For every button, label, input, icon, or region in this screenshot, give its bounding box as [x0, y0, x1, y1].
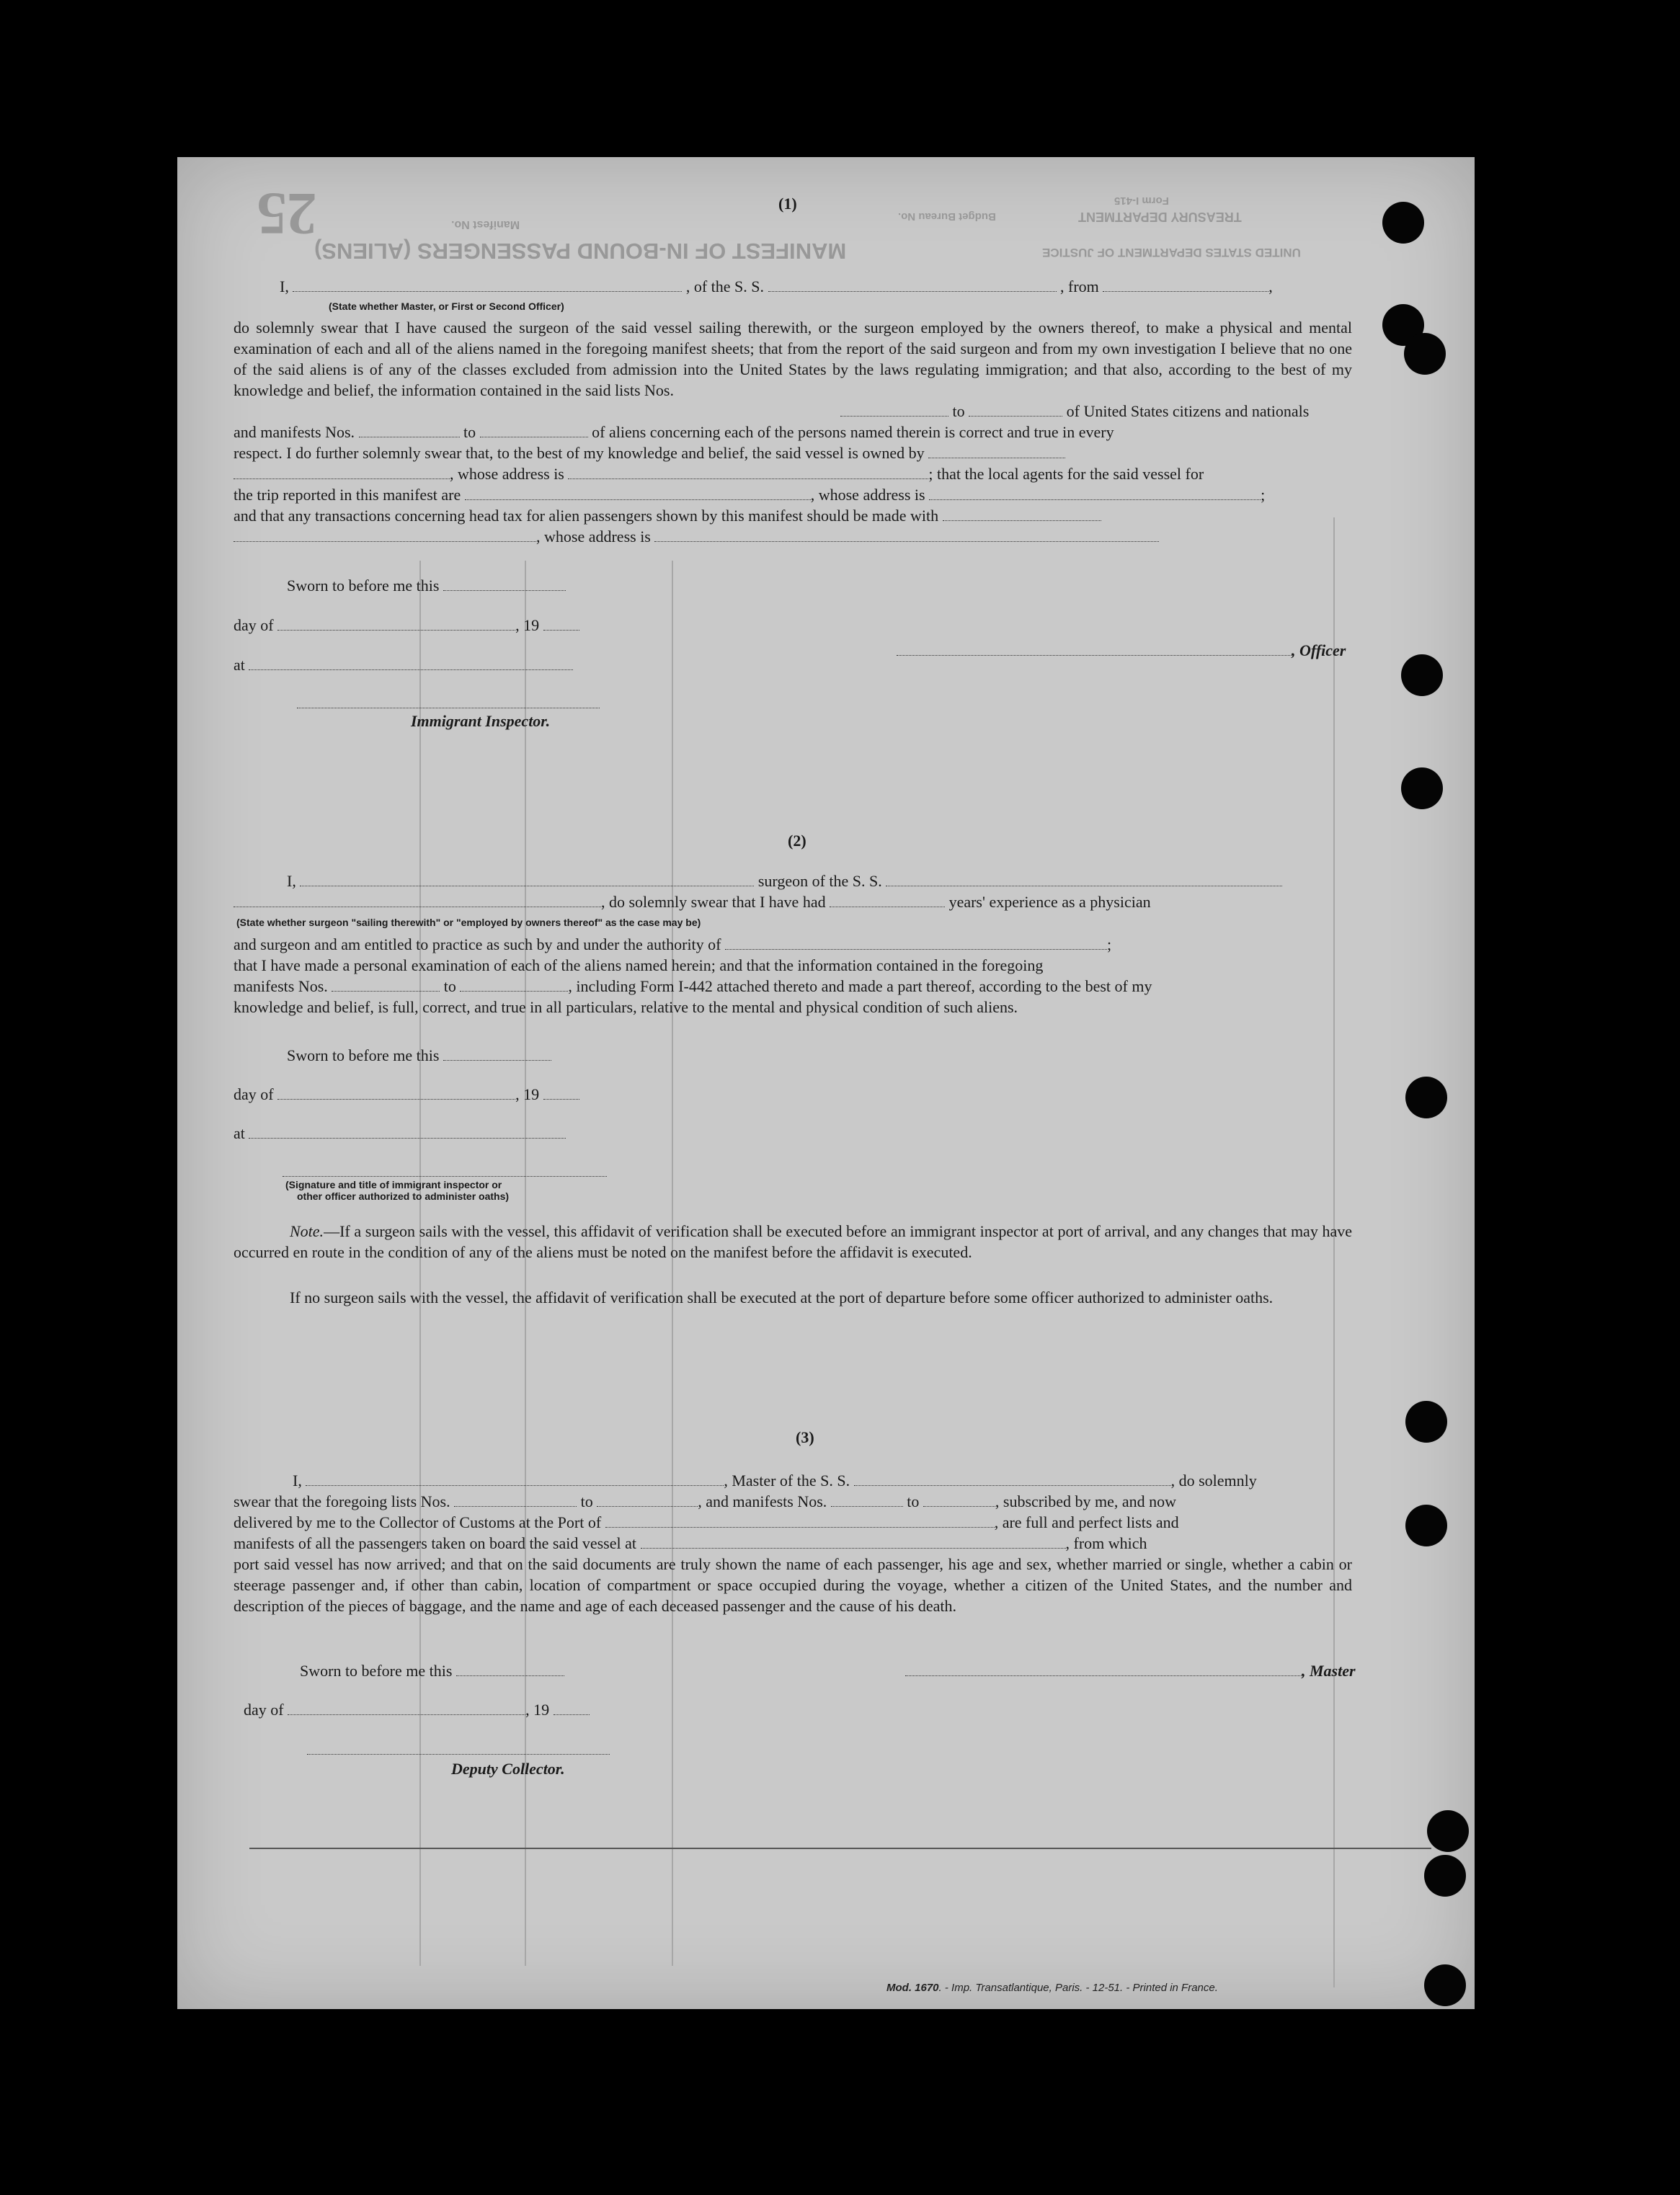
- s1-year-field[interactable]: [543, 617, 579, 631]
- s1-month-field[interactable]: [277, 617, 515, 631]
- agents-address-field[interactable]: [929, 486, 1261, 500]
- s2-sworn-day-field[interactable]: [443, 1047, 551, 1061]
- deputy-collector-signature-line[interactable]: [307, 1754, 610, 1755]
- bleed-through-column: [419, 561, 421, 1966]
- s2-authority-line: and surgeon and am entitled to practice as such by and under the authority of ;: [234, 935, 1112, 953]
- s2-place-field[interactable]: [249, 1125, 566, 1139]
- head-tax-address-field[interactable]: [654, 528, 1159, 542]
- mirror-manifest-no: Manifest No.: [451, 218, 520, 231]
- boarding-port-field[interactable]: [641, 1535, 1066, 1549]
- mirror-agency-1: UNITED STATES DEPARTMENT OF JUSTICE: [1042, 246, 1301, 259]
- officer-rank-field[interactable]: [293, 278, 682, 292]
- bleed-through-column: [525, 561, 526, 1966]
- s1-whose-line: , whose address is ; that the local agents for the said vessel for: [234, 463, 1204, 484]
- s2-note-2: If no surgeon sails with the vessel, the affidavit of verification shall be executed at the port of departure before some officer authorized to administer oaths.: [290, 1288, 1274, 1306]
- manifest-form-page: [177, 157, 1475, 2009]
- s3-lists-from-field[interactable]: [454, 1493, 577, 1507]
- punch-hole: [1424, 1855, 1466, 1897]
- handwritten-number: 25: [257, 180, 317, 247]
- s3-manifests-line: manifests of all the passengers taken on board the said vessel at , from which: [234, 1534, 1147, 1552]
- s3-lists-line: swear that the foregoing lists Nos. to , and manifests Nos. to , subscribed by me, and now: [234, 1492, 1177, 1510]
- s2-surgeon-name-field[interactable]: [234, 894, 601, 907]
- punch-hole: [1404, 333, 1446, 375]
- s2-ship-field[interactable]: [886, 873, 1282, 886]
- s1-line-i: I, , of the S. S. , from ,: [280, 277, 1273, 295]
- s3-manifests-to-field[interactable]: [923, 1493, 995, 1507]
- s3-master-name-field[interactable]: [306, 1472, 724, 1486]
- s3-day-of: day of , 19: [244, 1699, 590, 1720]
- s1-at: at: [234, 654, 573, 675]
- s2-at: at: [234, 1123, 566, 1144]
- mirror-title: MANIFEST OF IN-BOUND PASSENGERS (ALIENS): [314, 239, 847, 264]
- manifests-to-field[interactable]: [480, 424, 588, 437]
- owner-name-field[interactable]: [234, 466, 450, 479]
- s1-officer: , Officer: [897, 640, 1346, 661]
- s2-body-b: manifests Nos. to , including Form I-442 attached thereto and made a part thereof, according to the best of my: [234, 977, 1152, 995]
- local-agents-field[interactable]: [465, 486, 811, 500]
- practice-authority-field[interactable]: [725, 936, 1107, 950]
- head-tax-name-field[interactable]: [234, 528, 536, 542]
- s3-deputy-collector: Deputy Collector.: [451, 1760, 565, 1778]
- s2-day-of: day of , 19: [234, 1084, 579, 1105]
- officer-signature-field[interactable]: [897, 642, 1292, 656]
- mirror-form-number: Form I-415: [1114, 195, 1169, 207]
- s3-sworn-day-field[interactable]: [456, 1662, 564, 1676]
- s3-line-i: I, , Master of the S. S. , do solemnly: [293, 1472, 1257, 1490]
- punch-hole: [1405, 1401, 1447, 1443]
- punch-hole: [1382, 202, 1424, 244]
- punch-hole: [1427, 1810, 1469, 1852]
- section-1-number: (1): [778, 195, 797, 213]
- vessel-owner-field[interactable]: [928, 445, 1065, 458]
- s3-ship-field[interactable]: [854, 1472, 1171, 1486]
- s1-manifests-line: and manifests Nos. to of aliens concerning each of the persons named therein is correct and true in every: [234, 423, 1114, 441]
- s1-head-tax-line: and that any transactions concerning head tax for alien passengers shown by this manifest should be made with: [234, 505, 1101, 526]
- master-signature-field[interactable]: [905, 1662, 1302, 1676]
- s2-swear-line: , do solemnly swear that I have had years' experience as a physician: [234, 891, 1151, 912]
- punch-hole: [1401, 654, 1443, 696]
- s1-caption: (State whether Master, or First or Second Officer): [329, 300, 564, 312]
- s3-sworn: Sworn to before me this: [300, 1660, 564, 1681]
- s2-surgeon-type-field[interactable]: [300, 873, 754, 886]
- s2-sworn: Sworn to before me this: [287, 1045, 551, 1066]
- s2-body-a: that I have made a personal examination of each of the aliens named herein; and that the information contained in the foregoing: [234, 956, 1044, 974]
- s2-signature-caption-1: (Signature and title of immigrant inspector or: [285, 1179, 502, 1190]
- bleed-through-column: [672, 561, 673, 1966]
- s3-manifests-from-field[interactable]: [831, 1493, 903, 1507]
- s2-signature-caption-2: other officer authorized to administer oaths): [297, 1190, 510, 1202]
- s2-line-i: I, surgeon of the S. S.: [287, 871, 1282, 891]
- years-experience-field[interactable]: [830, 894, 945, 907]
- section-3-number: (3): [796, 1428, 814, 1446]
- s2-signature-line[interactable]: [283, 1176, 607, 1177]
- s1-lists-line: to of United States citizens and nationals: [840, 401, 1309, 422]
- manifests-from-field[interactable]: [359, 424, 460, 437]
- ship-name-field[interactable]: [768, 278, 1057, 292]
- mirror-agency-2: TREASURY DEPARTMENT: [1078, 210, 1242, 224]
- s1-inspector-title: Immigrant Inspector.: [411, 712, 551, 730]
- s2-caption: (State whether surgeon "sailing therewith" or "employed by owners thereof" as the case may be): [236, 917, 701, 928]
- s2-manifests-to-field[interactable]: [460, 978, 568, 992]
- s3-lists-to-field[interactable]: [597, 1493, 698, 1507]
- bottom-rule: [249, 1848, 1431, 1849]
- punch-hole: [1405, 1077, 1447, 1118]
- punch-hole: [1401, 767, 1443, 809]
- s3-year-field[interactable]: [554, 1701, 590, 1715]
- s2-year-field[interactable]: [543, 1086, 579, 1100]
- punch-hole: [1424, 1964, 1466, 2006]
- owner-address-field[interactable]: [568, 466, 928, 479]
- printer-imprint: Mod. 1670. - Imp. Transatlantique, Paris. - 12-51. - Printed in France.: [886, 1982, 1218, 1994]
- section-2-number: (2): [788, 832, 806, 850]
- s1-respect-line: respect. I do further solemnly swear that, to the best of my knowledge and belief, the said vessel is owned by: [234, 442, 1065, 463]
- port-of-arrival-field[interactable]: [605, 1514, 995, 1528]
- s2-manifests-from-field[interactable]: [332, 978, 440, 992]
- mirror-budget: Budget Bureau No.: [898, 210, 996, 223]
- punch-hole: [1405, 1505, 1447, 1546]
- s1-sworn: Sworn to before me this: [287, 575, 566, 596]
- s1-sworn-day-field[interactable]: [443, 577, 566, 591]
- us-lists-from-field[interactable]: [840, 403, 948, 417]
- s1-trip-line: the trip reported in this manifest are , whose address is ;: [234, 486, 1266, 504]
- departure-port-field[interactable]: [1103, 278, 1268, 292]
- s1-place-field[interactable]: [249, 656, 573, 670]
- s1-body: do solemnly swear that I have caused the surgeon of the said vessel sailing therewith, or the surgeon employed by the owners thereof, to make a physical and mental examination of each and all of the aliens named in the foregoing manifest sheets; that from the report of the said surgeon and from my own investigation I believe that no one of the said aliens is of any of the classes excluded from admission into the United States by the laws regulating immigration; and that also, according to the best of my knowledge and belief, the information contained in the said lists Nos.: [234, 319, 1352, 399]
- us-lists-to-field[interactable]: [969, 403, 1062, 417]
- head-tax-contact-field[interactable]: [943, 507, 1101, 521]
- s3-delivered-line: delivered by me to the Collector of Customs at the Port of , are full and perfect lists and: [234, 1513, 1179, 1531]
- s3-master: , Master: [905, 1660, 1356, 1681]
- s3-body: port said vessel has now arrived; and that on the said documents are truly shown the name of each passenger, his age and sex, whether married or single, whether a cabin or steerage passenger and, if other than cabin, location of compartment or space occupied during the voyage, whether a citizen of the United States, and the number and description of the pieces of baggage, and the name and age of each deceased passenger and the cause of his death.: [234, 1555, 1352, 1615]
- s2-body-c: knowledge and belief, is full, correct, and true in all particulars, relative to the mental and physical condition of such aliens.: [234, 998, 1018, 1016]
- s2-note-1: Note.—If a surgeon sails with the vessel, this affidavit of verification shall be executed before an immigrant inspector at port of arrival, and any changes that may have occurred en route in the condition of any of the aliens must be noted on the manifest before the affidavit is executed.: [234, 1222, 1352, 1261]
- s1-day-of: day of , 19: [234, 615, 579, 636]
- s2-month-field[interactable]: [277, 1086, 515, 1100]
- s3-month-field[interactable]: [288, 1701, 525, 1715]
- s1-whose3-line: , whose address is: [234, 526, 1159, 547]
